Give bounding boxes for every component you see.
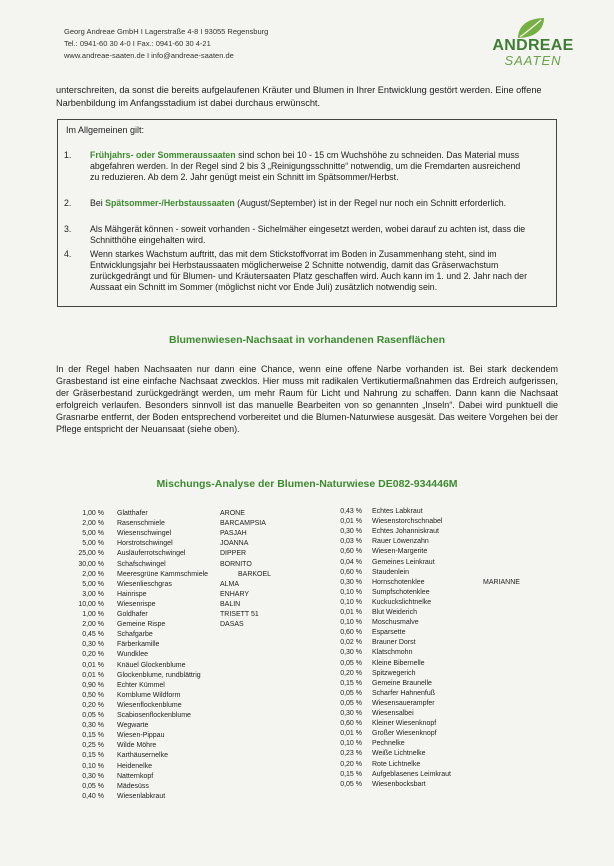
mix-species: Staudenlein [372, 568, 409, 576]
mix-percent: 0,50 % [82, 691, 104, 699]
nachsaat-paragraph: In der Regel haben Nachsaaten nur dann eine Chance, wenn eine offene Narbe vorhanden ist. Bei stark deckendem Grasbestand ist eine einfache Nachsaat zwecklos. Hier muss mit radikalen Vertikutiermaßnahmen das Erdreich aufgerissen, der Gräserbestand zurückgedrängt werden, um mehr Raum für Licht und Nahrung zu schaffen. Dann kann die Nachsaat erfolgreich verlaufen. Besonders sinnvoll ist das manuelle Bearbeiten von so genannten „Inseln“. Dabei wird punktuell die Grasnarbe entfernt, der Boden entsprechend vorbereitet und die Blumen-Naturwiese ausgesät. Das weitere Vorgehen bei der Pflege entspricht der Neuansaat (siehe oben). [56, 364, 558, 434]
mix-percent: 3,00 % [82, 590, 104, 598]
mix-species: Sumpfschotenklee [372, 588, 430, 596]
mix-variety: ALMA [220, 580, 240, 588]
mix-percent: 0,20 % [340, 669, 362, 677]
mix-percent: 0,15 % [340, 679, 362, 687]
mix-percent: 0,01 % [340, 518, 362, 526]
mix-percent: 0,05 % [340, 689, 362, 697]
mix-percent: 0,60 % [340, 629, 362, 637]
mix-species: Rauer Löwenzahn [372, 538, 429, 546]
mix-percent: 0,90 % [82, 681, 104, 689]
mix-species: Glatthafer [117, 510, 148, 517]
rule-text: sind schon bei 10 - 15 cm Wuchshöhe zu schneiden. Das Material muss abgefahren werden. In der Regel sind 2 bis 3 „Reinigungsschnitte“ notwendig, um die Fremdarten ausreichend zu reduzieren. Ab dem 2. Jahr genügt meist ein Schnitt im Spätsommer/Herbst. [90, 150, 521, 182]
mix-species: Rasenschmiele [117, 520, 165, 528]
mix-species: Schafschwingel [117, 560, 166, 568]
mix-percent: 30,00 % [78, 560, 104, 568]
mix-percent: 0,05 % [340, 780, 362, 788]
mix-percent: 0,30 % [340, 710, 362, 717]
mix-species: Kleiner Wiesenknopf [372, 720, 437, 728]
mix-species: Gemeines Leinkraut [372, 558, 435, 566]
mix-variety: BALIN [220, 600, 241, 608]
mix-species: Kleine Bibernelle [372, 659, 425, 667]
mix-percent: 0,40 % [82, 792, 104, 800]
mix-percent: 0,01 % [340, 730, 362, 738]
mix-species: Echtes Labkraut [372, 508, 423, 515]
mix-species: Echter Kümmel [117, 681, 165, 689]
mix-percent: 0,10 % [82, 762, 104, 770]
mix-species: Wiesenlieschgras [117, 580, 172, 588]
mix-species: Wiesenrispe [117, 600, 156, 608]
mix-percent: 0,10 % [340, 598, 362, 606]
rule-text: Wenn starkes Wachstum auftritt, das mit dem Stickstoffvorrat im Boden in Zusammenhang steht, sind im Entwicklungsjahr bei Herbstaussaaten möglicherweise 2 Schnitte notwendig, damit das Gräserwachstum zurückgedrängt und für Blumen- und Kräutersaaten Platz geschaffen wird. Auch kann im 1. und 2. Jahr nach der Aussaat ein Schnitt im Sommer (möglichst nicht vor Ende Juli) zusätzlich notwendig sein. [90, 249, 528, 292]
mix-species: Ausläuferrotschwingel [117, 550, 186, 558]
mix-species: Färberkamille [117, 641, 160, 649]
rule-number: 1. [64, 150, 72, 160]
rule-text: Als Mähgerät können - soweit vorhanden - Sichelmäher eingesetzt werden, wobei darauf zu achten ist, dass die Schnitthöhe eingehalten wird. [90, 224, 526, 245]
mix-species: Hainrispe [117, 590, 147, 598]
mix-percent: 0,05 % [82, 782, 104, 790]
mix-percent: 0,01 % [340, 609, 362, 616]
mix-species: Rote Lichtnelke [372, 760, 421, 768]
mix-species: Knäuel Glockenblume [117, 661, 186, 669]
mix-percent: 0,10 % [340, 619, 362, 627]
mix-species: Wiesenflockenblume [117, 701, 182, 709]
mix-percent: 0,02 % [340, 639, 362, 647]
mix-species: Wundklee [117, 651, 149, 659]
mix-percent: 0,60 % [340, 548, 362, 556]
mix-percent: 0,05 % [82, 712, 104, 719]
mix-percent: 0,15 % [82, 732, 104, 740]
mix-species: Wiesenstorchschnabel [372, 518, 443, 526]
mix-percent: 0,05 % [340, 699, 362, 707]
mix-species: Wiesen-Margerite [372, 548, 428, 556]
mix-species: Kornblume Wildform [117, 691, 181, 699]
mix-percent: 0,05 % [340, 659, 362, 667]
section-title-nachsaat: Blumenwiesen-Nachsaat in vorhandenen Rasenflächen [169, 334, 445, 346]
mix-species: Kuckuckslichtnelke [372, 598, 432, 606]
company-line: Georg Andreae GmbH I Lagerstraße 4-8 I 93055 Regensburg [64, 27, 269, 36]
mix-percent: 0,30 % [340, 649, 362, 657]
mix-percent: 0,30 % [82, 772, 104, 780]
mix-percent: 0,30 % [82, 641, 104, 649]
mix-percent: 5,00 % [82, 530, 104, 538]
mix-percent: 0,10 % [340, 588, 362, 596]
mix-percent: 5,00 % [82, 580, 104, 588]
mix-variety: ARONE [220, 510, 245, 517]
mix-percent: 0,20 % [82, 651, 104, 659]
mix-variety: PASJAH [220, 530, 247, 538]
mix-species: Heidenelke [117, 762, 153, 770]
mix-percent: 10,00 % [78, 600, 104, 608]
mix-species: Echtes Johanniskraut [372, 528, 439, 536]
mix-percent: 1,00 % [82, 611, 104, 618]
mix-percent: 0,15 % [82, 752, 104, 760]
phone-line: Tel.: 0941-60 30 4-0 I Fax.: 0941-60 30 4-21 [64, 39, 211, 48]
mix-percent: 0,25 % [82, 742, 104, 750]
mix-species: Wiesenlabkraut [117, 792, 166, 800]
mix-species: Wegwarte [117, 722, 149, 730]
mix-species: Meeresgrüne Kammschmiele [117, 570, 209, 578]
mix-species: Natternkopf [117, 772, 154, 780]
general-rules-box [57, 119, 557, 307]
mix-variety: DIPPER [220, 550, 247, 558]
mix-variety: BARCAMPSIA [220, 520, 266, 528]
mix-variety: JOANNA [220, 540, 249, 548]
mix-species: Mädesüss [117, 782, 149, 790]
mix-percent: 0,23 % [340, 750, 362, 758]
mix-percent: 0,10 % [340, 740, 362, 748]
rule-number: 3. [64, 224, 72, 234]
mix-species: Brauner Dorst [372, 639, 416, 647]
mix-variety: ENHARY [220, 590, 250, 598]
mix-percent: 0,20 % [340, 760, 362, 768]
rule-number: 4. [64, 249, 72, 259]
rule-number: 2. [64, 198, 72, 208]
mix-species: Pechnelke [372, 740, 405, 748]
mix-percent: 0,01 % [82, 661, 104, 669]
mix-percent: 0,20 % [82, 701, 104, 709]
rule-text: (August/September) ist in der Regel nur noch ein Schnitt erforderlich. [234, 198, 507, 208]
mix-percent: 0,60 % [340, 720, 362, 728]
mix-species: Großer Wiesenknopf [372, 730, 437, 738]
mix-species: Schafgarbe [117, 631, 153, 639]
mix-species: Weiße Lichtnelke [372, 750, 426, 758]
mix-species: Karthäusernelke [117, 752, 168, 760]
mix-species: Wilde Möhre [117, 742, 157, 750]
section-title-mischung: Mischungs-Analyse der Blumen-Naturwiese DE082-934446M [156, 478, 458, 490]
mix-percent: 5,00 % [82, 540, 104, 548]
mix-percent: 0,45 % [82, 631, 104, 639]
mix-variety: BORNITO [220, 560, 252, 568]
mix-percent: 0,30 % [82, 722, 104, 730]
mix-species: Gemeine Rispe [117, 621, 166, 629]
mix-species: Gemeine Braunelle [372, 679, 432, 687]
mix-variety: BARKOEL [238, 570, 272, 578]
mix-species: Wiesensauerampfer [372, 699, 435, 707]
mix-species: Klatschmohn [372, 649, 413, 657]
mix-variety: DASAS [220, 621, 244, 629]
mix-species: Blut Weiderich [372, 609, 418, 616]
mix-species: Wiesen-Pippau [117, 732, 165, 740]
mix-percent: 25,00 % [78, 550, 104, 558]
box-heading: Im Allgemeinen gilt: [66, 125, 145, 135]
mix-percent: 1,00 % [82, 510, 104, 517]
mix-variety: MARIANNE [483, 578, 520, 586]
mix-percent: 2,00 % [82, 520, 104, 528]
mix-species: Wiesenbocksbart [372, 780, 426, 788]
web-line: www.andreae-saaten.de I info@andreae-saaten.de [64, 51, 234, 60]
mix-percent: 2,00 % [82, 621, 104, 629]
mix-percent: 0,01 % [82, 671, 104, 679]
mix-species: Wiesenschwingel [117, 530, 172, 538]
mix-species: Wiesensalbei [372, 710, 414, 717]
mix-species: Moschusmalve [372, 619, 419, 627]
company-address [64, 26, 268, 62]
logo-sub: SAATEN [504, 53, 562, 68]
mix-species: Glockenblume, rundblättrig [117, 671, 201, 679]
mix-percent: 0,43 % [340, 508, 362, 515]
logo-brand: ANDREAE [492, 37, 574, 54]
rule-pre: Bei [90, 198, 106, 208]
mix-percent: 0,60 % [340, 568, 362, 576]
intro-text: unterschreiten, da sonst die bereits aufgelaufenen Kräuter und Blumen in Ihrer Entwicklung gestört werden. Eine offene Narbenbildung im Anfangsstadium ist dabei durchaus erwünscht. [56, 85, 542, 108]
rule-highlight: Frühjahrs- oder Sommeraussaaten [90, 150, 236, 160]
mix-species: Horstrotschwingel [117, 540, 173, 548]
mix-variety: TRISETT 51 [220, 611, 259, 618]
mix-species: Spitzwegerich [372, 669, 416, 677]
andreae-logo [478, 16, 588, 68]
mix-percent: 0,15 % [340, 770, 362, 778]
mix-species: Scabiosenflockenblume [117, 712, 191, 719]
mix-species: Aufgeblasenes Leimkraut [372, 770, 451, 778]
mix-species: Goldhafer [117, 611, 148, 618]
mix-percent: 2,00 % [82, 570, 104, 578]
mix-percent: 0,03 % [340, 538, 362, 546]
mix-percent: 0,04 % [340, 558, 362, 566]
mix-percent: 0,30 % [340, 528, 362, 536]
mix-species: Esparsette [372, 629, 406, 637]
mix-percent: 0,30 % [340, 578, 362, 586]
mix-species: Hornschotenklee [372, 578, 425, 586]
mix-species: Scharfer Hahnenfuß [372, 689, 436, 697]
rule-highlight: Spätsommer-/Herbstaussaaten [105, 198, 235, 208]
